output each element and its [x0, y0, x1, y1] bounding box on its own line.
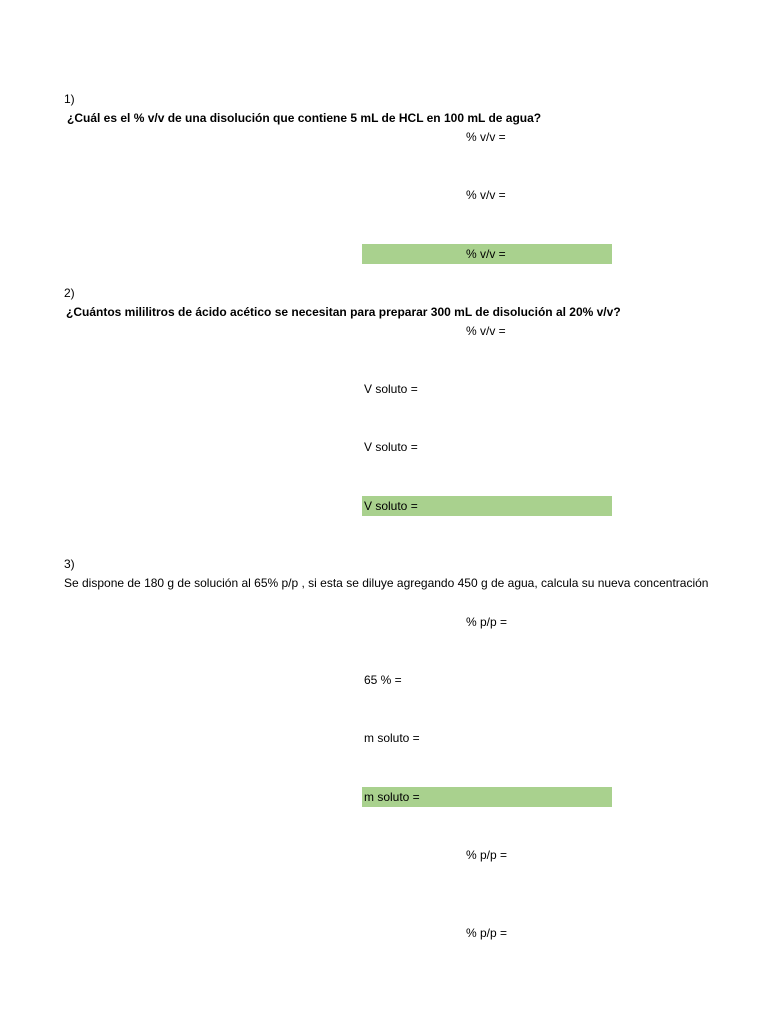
q3-number: 3): [64, 557, 75, 571]
q2-formula-line: % v/v =: [466, 324, 506, 338]
q3-formula-line: m soluto =: [364, 731, 420, 745]
q2-number: 2): [64, 286, 75, 300]
q1-formula-line: % v/v =: [466, 130, 506, 144]
q3-formula-line: 65 % =: [364, 673, 402, 687]
q1-formula-line: % v/v =: [466, 188, 506, 202]
q3-question: Se dispone de 180 g de solución al 65% p/p , si esta se diluye agregando 450 g de agua, calcula su nueva concentración: [64, 576, 709, 590]
q2-formula-line: V soluto =: [364, 440, 418, 454]
q2-formula-line: V soluto =: [364, 382, 418, 396]
q3-formula-line: % p/p =: [466, 615, 508, 629]
q2-question: ¿Cuántos mililitros de ácido acético se necesitan para preparar 300 mL de disolución al 20% v/v?: [66, 305, 621, 319]
q3-formula-line: % p/p =: [466, 848, 508, 862]
q3-result-line: m soluto =: [364, 790, 420, 804]
q1-result-line: % v/v =: [466, 247, 506, 261]
q2-result-line: V soluto =: [364, 499, 418, 513]
q3-formula-line: % p/p =: [466, 926, 508, 940]
q1-number: 1): [64, 92, 75, 106]
q1-question: ¿Cuál es el % v/v de una disolución que contiene 5 mL de HCL en 100 mL de agua?: [67, 111, 542, 125]
